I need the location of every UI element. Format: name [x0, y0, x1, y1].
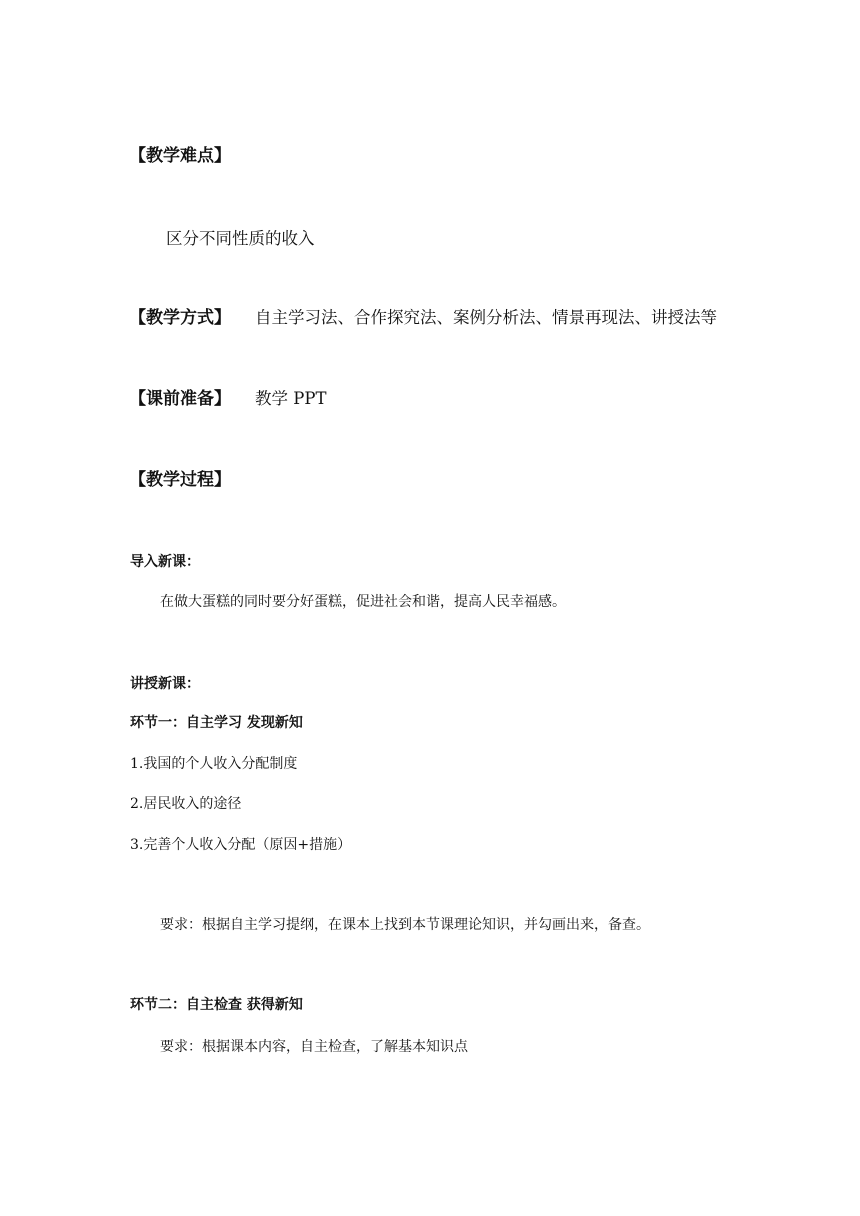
step1-heading: 环节一：自主学习 发现新知: [130, 715, 303, 731]
intro-heading: 导入新课：: [130, 554, 200, 570]
step1-list-item: 2.居民收入的途径: [130, 796, 242, 812]
teaching-method-row: [129, 310, 717, 327]
new-lesson-heading: 讲授新课：: [130, 676, 200, 692]
teaching-difficulty-heading: 【教学难点】: [129, 146, 231, 166]
intro-text: 在做大蛋糕的同时要分好蛋糕，促进社会和谐，提高人民幸福感。: [160, 594, 566, 610]
preparation-text: 教学 PPT: [255, 389, 327, 408]
preparation-heading: 【课前准备】: [129, 389, 231, 409]
step2-heading: 环节二：自主检查 获得新知: [130, 997, 303, 1013]
teaching-difficulty-text: 区分不同性质的收入: [166, 229, 315, 248]
teaching-method-heading: 【教学方式】: [129, 308, 231, 328]
teaching-method-text: 自主学习法、合作探究法、案例分析法、情景再现法、讲授法等: [255, 308, 717, 327]
step1-requirement: 要求：根据自主学习提纲，在课本上找到本节课理论知识，并勾画出来，备查。: [160, 917, 650, 933]
step2-requirement: 要求：根据课本内容，自主检查，了解基本知识点: [160, 1039, 468, 1055]
teaching-process-heading: 【教学过程】: [129, 470, 231, 490]
preparation-row: [129, 391, 326, 408]
step1-list-item: 1.我国的个人收入分配制度: [130, 756, 298, 772]
step1-list-item: 3.完善个人收入分配（原因+措施）: [130, 837, 352, 853]
